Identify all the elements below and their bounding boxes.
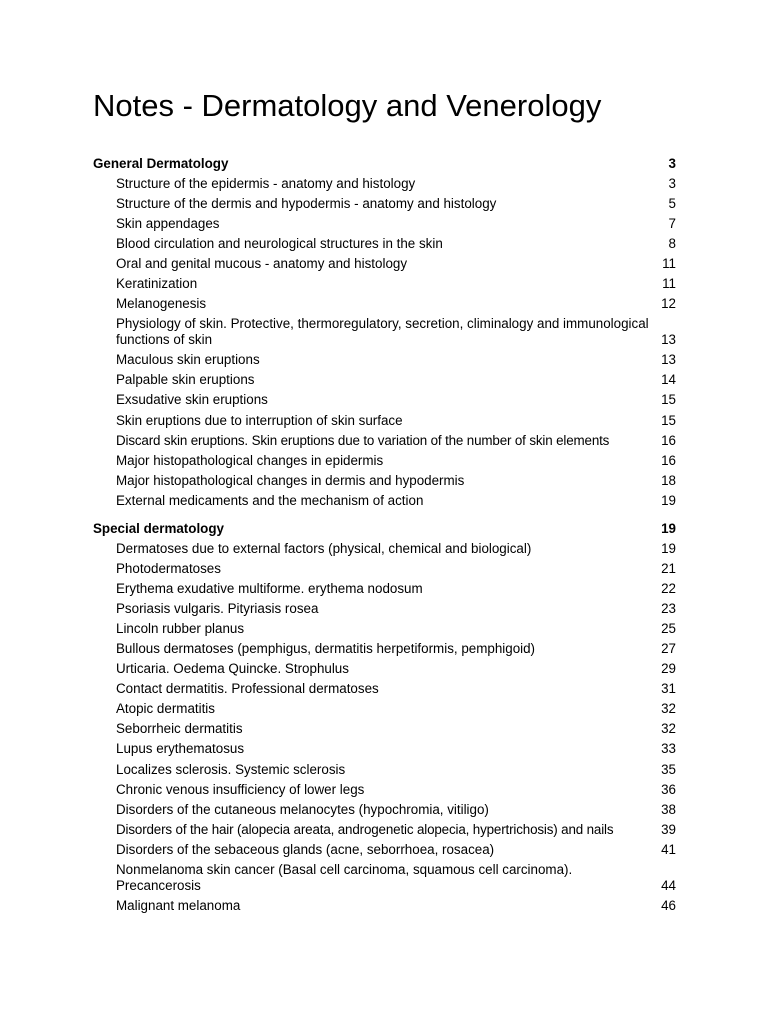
toc-entry[interactable] [93, 762, 676, 778]
toc-entry-title: Bullous dermatoses (pemphigus, dermatitis herpetiformis, pemphigoid) [116, 640, 536, 656]
toc-entry-title: Melanogenesis [116, 296, 207, 312]
toc-entry-page: 7 [668, 215, 676, 231]
toc-entry-page: 41 [661, 841, 676, 857]
toc-entry-title: Maculous skin eruptions [116, 352, 260, 368]
toc-entry-title: Major histopathological changes in dermis and hypodermis [116, 472, 465, 488]
toc-entry[interactable] [93, 256, 676, 272]
toc-entry-page: 19 [661, 540, 676, 556]
toc-entry[interactable] [93, 681, 676, 697]
toc-entry[interactable] [93, 473, 676, 489]
toc-entry-page: 23 [661, 600, 676, 616]
toc-entry[interactable] [93, 296, 676, 312]
toc-entry-page: 16 [661, 452, 676, 468]
toc-entry-page: 38 [661, 801, 676, 817]
toc-entry-title: Localizes sclerosis. Systemic sclerosis [116, 761, 346, 777]
toc-entry[interactable] [93, 842, 676, 858]
toc-entry-page: 21 [661, 560, 676, 576]
toc-entry-page: 13 [661, 352, 676, 368]
toc-entry-title: Seborrheic dermatitis [116, 721, 243, 737]
toc-section-heading[interactable] [93, 156, 676, 172]
toc-entry-page: 14 [661, 372, 676, 388]
toc-entry[interactable] [93, 316, 676, 348]
toc-heading-title: Special dermatology [93, 521, 224, 536]
toc-entry[interactable] [93, 372, 676, 388]
toc-entry-page: 46 [661, 898, 676, 914]
toc-entry[interactable] [93, 493, 676, 509]
toc-entry[interactable] [93, 721, 676, 737]
toc-entry[interactable] [93, 581, 676, 597]
toc-entry-page: 29 [661, 661, 676, 677]
toc-entry[interactable] [93, 701, 676, 717]
toc-entry-page: 11 [662, 275, 676, 291]
toc-entry-title: Atopic dermatitis [116, 701, 215, 717]
toc-entry[interactable] [93, 541, 676, 557]
toc-entry-page: 31 [661, 681, 676, 697]
document-title: Notes - Dermatology and Venerology [93, 88, 602, 123]
toc-entry-title: Discard skin eruptions. Skin eruptions due to variation of the number of skin elements [116, 432, 610, 448]
toc-entry-title: Urticaria. Oedema Quincke. Strophulus [116, 661, 349, 677]
toc-entry[interactable] [93, 433, 676, 449]
toc-entry[interactable] [93, 898, 676, 914]
toc-entry-title: Lupus erythematosus [116, 741, 245, 757]
toc-entry-title: Psoriasis vulgaris. Pityriasis rosea [116, 600, 319, 616]
toc-entry-page: 27 [661, 640, 676, 656]
toc-entry-page: 12 [661, 296, 676, 312]
toc-entry-page: 44 [661, 878, 676, 893]
toc-heading-title: General Dermatology [93, 156, 229, 171]
toc-entry[interactable] [93, 561, 676, 577]
toc-entry[interactable] [93, 216, 676, 232]
toc-entry-page: 13 [661, 332, 676, 348]
toc-entry-page: 18 [661, 472, 676, 488]
toc-entry[interactable] [93, 236, 676, 252]
toc-entry-title: Disorders of the sebaceous glands (acne, seborrhoea, rosacea) [116, 841, 495, 857]
toc-entry-title: Dermatoses due to external factors (physical, chemical and biological) [116, 540, 532, 556]
toc-entry-title: Disorders of the cutaneous melanocytes (hypochromia, vitiligo) [116, 801, 489, 817]
toc-entry-page: 35 [661, 761, 676, 777]
toc-entry[interactable] [93, 392, 676, 408]
toc-entry-title: Structure of the epidermis - anatomy and histology [116, 175, 416, 191]
toc-entry-page: 32 [661, 701, 676, 717]
toc-entry-page: 36 [661, 781, 676, 797]
toc-entry-title: Oral and genital mucous - anatomy and histology [116, 255, 408, 271]
toc-entry-title: Palpable skin eruptions [116, 372, 255, 388]
toc-entry[interactable] [93, 453, 676, 469]
toc-entry-title: Contact dermatitis. Professional dermatoses [116, 681, 379, 697]
toc-entry-page: 8 [668, 235, 676, 251]
toc-entry-title: Physiology of skin. Protective, thermoregulatory, secretion, climinalogy and immunological functions of skin [116, 316, 649, 348]
toc-entry[interactable] [93, 741, 676, 757]
toc-entry-page: 3 [668, 175, 676, 191]
toc-entry-title: Major histopathological changes in epidermis [116, 452, 384, 468]
toc-entry[interactable] [93, 621, 676, 637]
toc-entry[interactable] [93, 782, 676, 798]
toc-heading-page: 19 [661, 521, 676, 536]
toc-entry-page: 5 [668, 195, 676, 211]
toc-entry[interactable] [93, 276, 676, 292]
toc-entry-title: Chronic venous insufficiency of lower legs [116, 781, 365, 797]
toc-entry-page: 16 [661, 432, 676, 448]
toc-section-general-dermatology [93, 156, 676, 513]
toc-entry-title: Nonmelanoma skin cancer (Basal cell carcinoma, squamous cell carcinoma). Precancerosis [116, 862, 573, 893]
toc-entry-title: Skin appendages [116, 215, 220, 231]
toc-entry-title: Skin eruptions due to interruption of skin surface [116, 412, 403, 428]
toc-entry-title: Malignant melanoma [116, 898, 241, 914]
toc-entry[interactable] [93, 176, 676, 192]
toc-entry-page: 19 [661, 492, 676, 508]
toc-entry-page: 39 [661, 821, 676, 837]
toc-entry-page: 22 [661, 580, 676, 596]
toc-entry[interactable] [93, 601, 676, 617]
toc-entry-title: Erythema exudative multiforme. erythema nodosum [116, 580, 423, 596]
toc-entry-title: Photodermatoses [116, 560, 221, 576]
toc-entry[interactable] [93, 413, 676, 429]
toc-section-special-dermatology [93, 521, 676, 918]
toc-entry-title: External medicaments and the mechanism of action [116, 492, 424, 508]
toc-heading-page: 3 [668, 156, 676, 171]
toc-entry-page: 11 [662, 255, 676, 271]
toc-entry-page: 33 [661, 741, 676, 757]
toc-entry[interactable] [93, 661, 676, 677]
toc-entry[interactable] [93, 862, 676, 894]
toc-entry[interactable] [93, 802, 676, 818]
toc-entry-title: Lincoln rubber planus [116, 620, 245, 636]
toc-entry-page: 32 [661, 721, 676, 737]
toc-entry[interactable] [93, 352, 676, 368]
toc-entry-title: Keratinization [116, 275, 198, 291]
toc-entry-title: Structure of the dermis and hypodermis - anatomy and histology [116, 195, 497, 211]
toc-entry[interactable] [93, 196, 676, 212]
toc-entry[interactable] [93, 641, 676, 657]
toc-entry-title: Disorders of the hair (alopecia areata, androgenetic alopecia, hypertrichosis) and nails [116, 821, 614, 837]
toc-entry-title: Blood circulation and neurological structures in the skin [116, 235, 443, 251]
toc-entry-page: 15 [661, 392, 676, 408]
toc-entry-page: 15 [661, 412, 676, 428]
toc-entry-title: Exsudative skin eruptions [116, 392, 268, 408]
toc-section-heading[interactable] [93, 521, 676, 537]
toc-entry[interactable] [93, 822, 676, 838]
toc-entry-page: 25 [661, 620, 676, 636]
